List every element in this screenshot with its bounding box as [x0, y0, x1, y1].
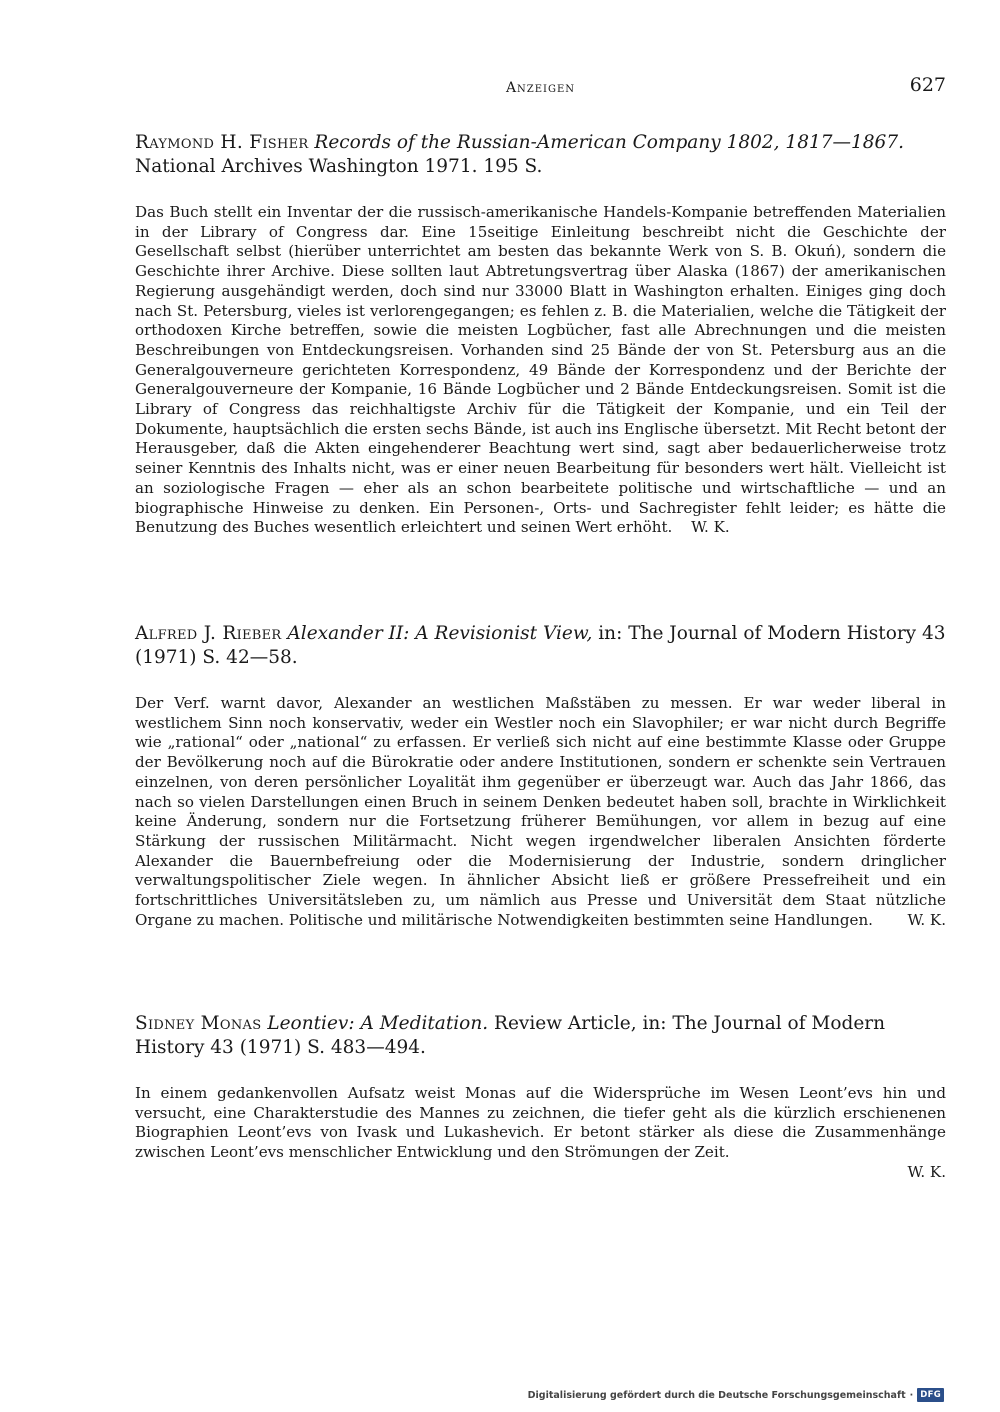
dfg-logo: DFG — [917, 1388, 944, 1402]
entry-text: Der Verf. warnt davor, Alexander an westlichen Maßstäben zu messen. Er war weder liberal in westlichem Sinn noch konservativ, weder ein Westler noch ein Slavophiler; er war nicht durch Begriffe wie „rational“ oder „national“ zu erfassen. Er verließ sich nicht auf eine bestimmte Klasse oder Gruppe der Bevölkerung noch auf die Bürokratie oder andere Institutionen, sondern er schenkte sein Vertrauen einzelnen, von deren persönlicher Loyalität ihm gegenüber er überzeugt war. Auch das Jahr 1866, das nach so vielen Darstellungen einen Bruch in seinem Denken bedeutet haben soll, brachte in Wirklichkeit keine Änderung, sondern nur die Fortsetzung früherer Bemühungen, vor allem in bezug auf eine Stärkung der russischen Militärmacht. Nicht wegen irgendwelcher liberalen Ansichten förderte Alexander die Bauernbefreiung oder die Modernisierung der Industrie, sondern dringlicher verwaltungspolitischer Ziele wegen. In ähnlicher Absicht ließ er größere Pressefreiheit und ein fortschrittliches Universitätsleben zu, um nämlich aus Presse und Universität dem Staat nützliche Organe zu machen. Politische und militärische Notwendigkeiten bestimmten seine Handlungen. — [135, 694, 946, 929]
entry-body — [135, 1084, 946, 1163]
entry-body — [135, 694, 946, 930]
entry-text: In einem gedankenvollen Aufsatz weist Monas auf die Widersprüche im Wesen Leont’evs hin und versucht, eine Charakterstudie des Mannes zu zeichnen, die tiefer geht als die kürzlich erschienenen Biographien Leont’evs von Ivask und Lukashevich. Er betont stärker als diese die Zusammenhänge zwischen Leont’evs menschlicher Entwicklung und den Strömungen der Zeit. — [135, 1084, 946, 1162]
review-entry-monas — [135, 1012, 946, 1183]
review-entry-rieber — [135, 622, 946, 930]
entry-author: Alfred J. Rieber — [135, 623, 282, 644]
entry-signature: W. K. — [907, 910, 946, 929]
digitization-credit: Digitalisierung gefördert durch die Deutsche Forschungsgemeinschaft · DFG — [528, 1388, 944, 1402]
entry-citation: National Archives Washington 1971. 195 S. — [135, 156, 543, 177]
entry-citation: Review Article, in: The Journal of Modern History 43 (1971) S. 483—494. — [135, 1013, 886, 1058]
entry-title: Records of the Russian-American Company 1802, 1817—1867. — [314, 132, 904, 153]
entry-citation: in: The Journal of Modern History 43 (1971) S. 42—58. — [135, 623, 946, 668]
entry-heading — [135, 131, 946, 179]
entry-heading — [135, 622, 946, 670]
running-head — [135, 74, 946, 104]
entry-author: Raymond H. Fisher — [135, 132, 309, 153]
page-number: 627 — [909, 74, 946, 96]
entry-title: Leontiev: A Meditation. — [267, 1013, 489, 1034]
entry-author: Sidney Monas — [135, 1013, 262, 1034]
entry-signature: W. K. — [907, 1162, 946, 1181]
entry-text: Das Buch stellt ein Inventar der die russisch-amerikanische Handels-Kompanie betreffenden Materialien in der Library of Congress dar. Eine 15seitige Einleitung beschreibt nicht die Geschichte der Gesellschaft selbst (hierüber unterrichtet am besten das bekannte Werk von S. B. Okuń), sondern die Geschichte ihrer Archive. Diese sollten laut Abtretungsvertrag über Alaska (1867) der amerikanischen Regierung ausgehändigt werden, doch sind nur 33000 Blatt in Washington erhalten. Einiges ging doch nach St. Petersburg, vieles ist verlorengegangen; es fehlen z. B. die Materialien, welche die Tätigkeit der orthodoxen Kirche betreffen, sowie die meisten Logbücher, fast alle Abrechnungen und die meisten Beschreibungen von Entdeckungsreisen. Vorhanden sind 25 Bände der von St. Petersburg aus an die Generalgouverneure gerichteten Korrespondenz, 49 Bände der Korrespondenz und der Berichte der Generalgouverneure der Kompanie, 16 Bände Logbücher und 2 Bände Entdeckungsreisen. Somit ist die Library of Congress das reichhaltigste Archiv für die Tätigkeit der Kompanie, und ein Teil der Dokumente, hauptsächlich die ersten sechs Bände, ist auch ins Englische übersetzt. Mit Recht betont der Herausgeber, daß die Akten eingehenderer Beachtung wert sind, sagt aber bedauerlicherweise trotz seiner Kenntnis des Inhalts nicht, was er einer neuen Bearbeitung für besonders wert hält. Vielleicht ist an soziologische Fragen — eher als an schon bearbeitete politische und wirtschaftliche — und an biographische Hinweise zu denken. Ein Personen-, Orts- und Sachregister fehlt leider; es hätte die Benutzung des Buches wesentlich erleichtert und seinen Wert erhöht. — [135, 203, 946, 537]
entry-title: Alexander II: A Revisionist View, — [287, 623, 593, 644]
running-title: Anzeigen — [505, 80, 576, 96]
entry-signature-inline: W. K. — [691, 518, 730, 537]
entry-heading — [135, 1012, 946, 1060]
entry-body — [135, 203, 946, 538]
credit-text: Digitalisierung gefördert durch die Deutsche Forschungsgemeinschaft — [527, 1389, 906, 1401]
review-entry-fisher — [135, 131, 946, 538]
